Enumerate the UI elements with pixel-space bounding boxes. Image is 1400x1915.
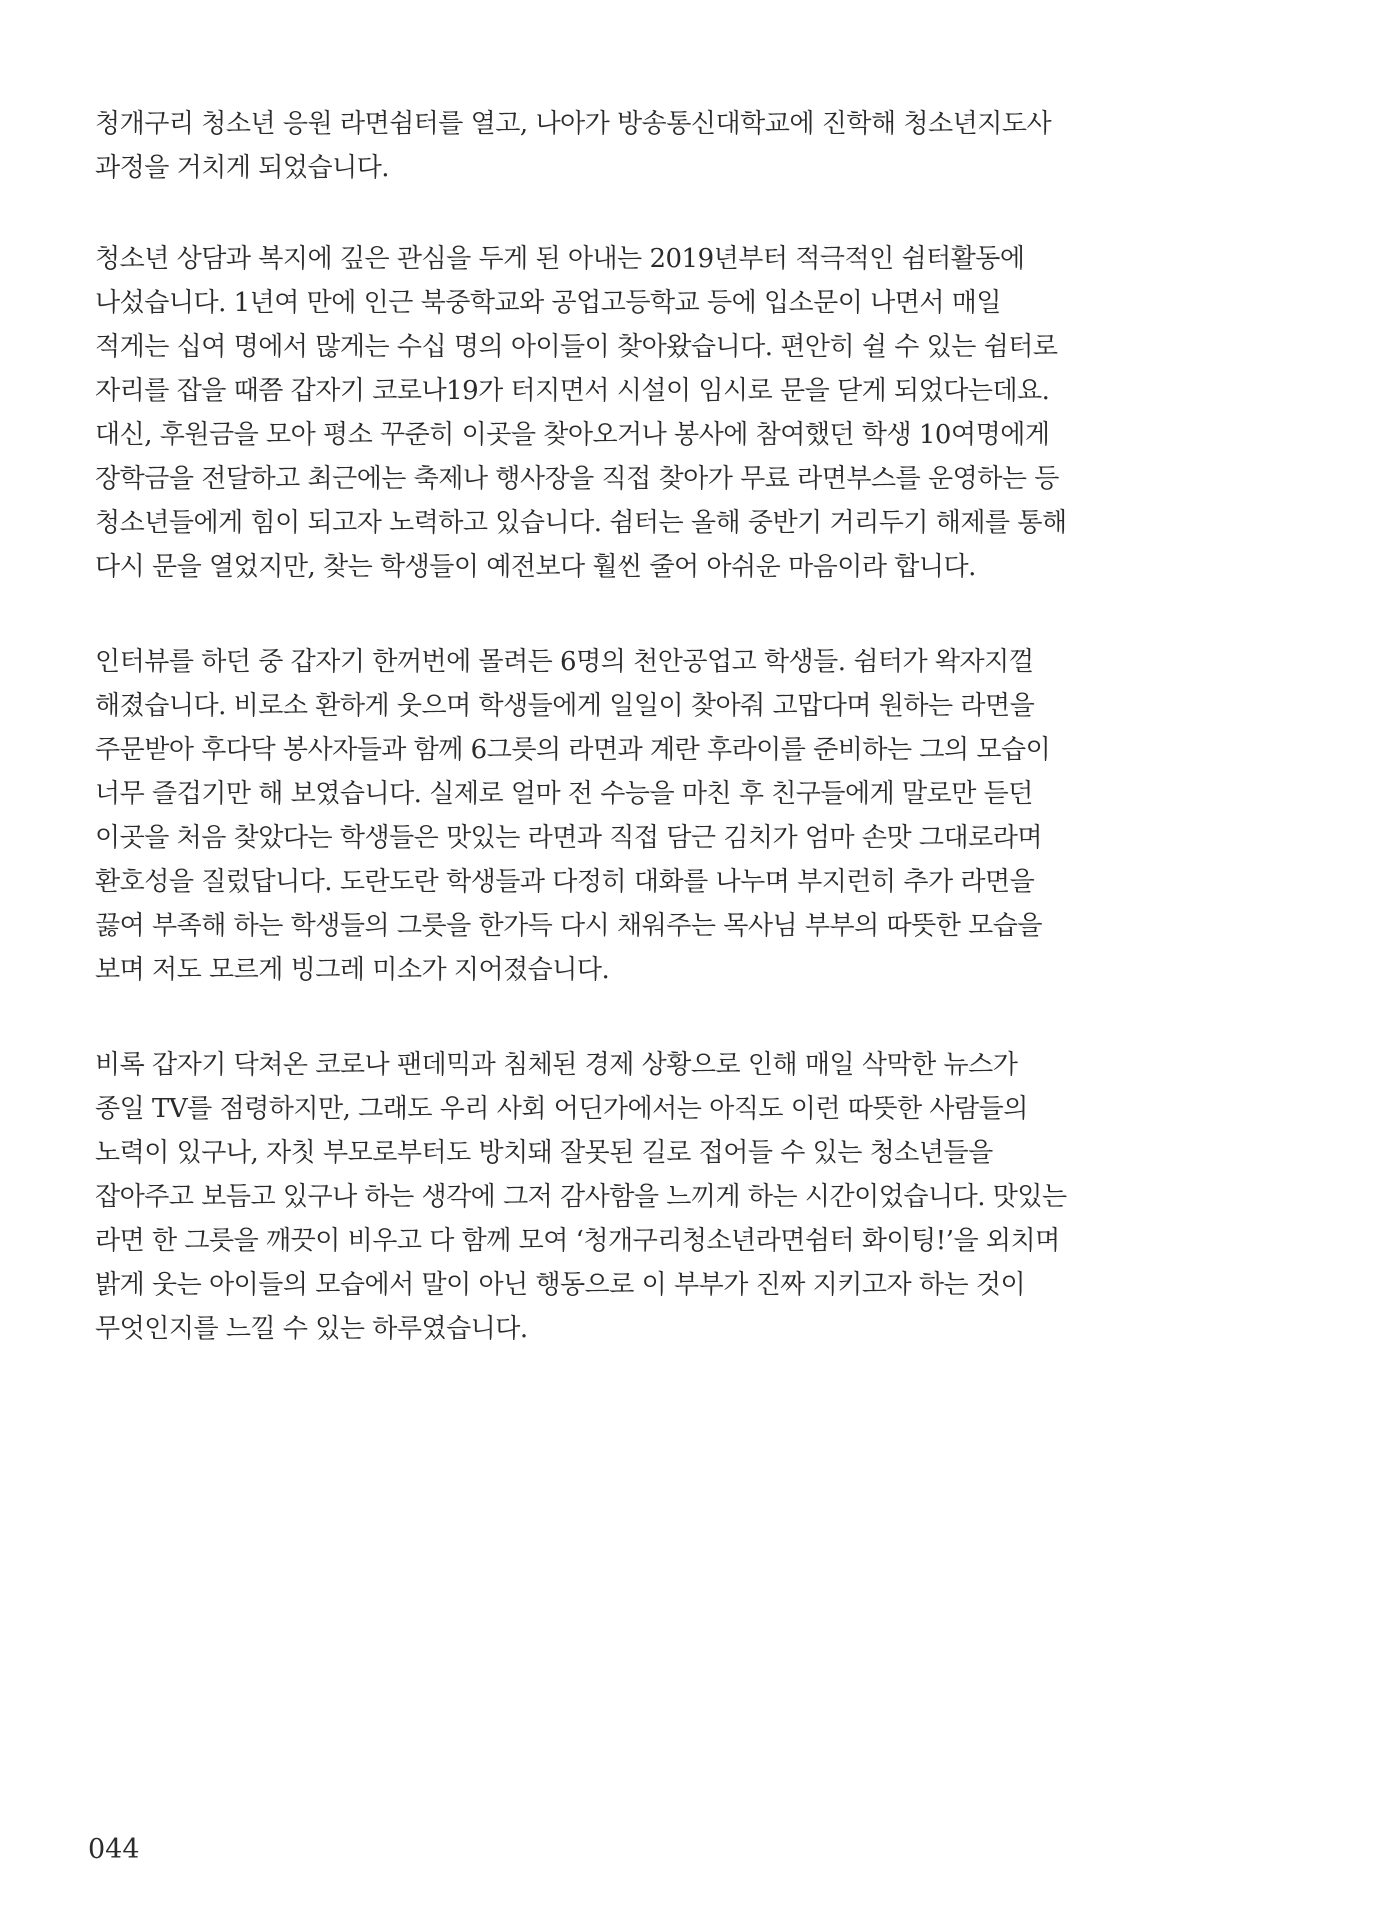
- text-line: 이곳을 처음 찾았다는 학생들은 맛있는 라면과 직접 담근 김치가 엄마 손맛 그대로라며: [95, 823, 1042, 853]
- text-line: 나섰습니다. 1년여 만에 인근 북중학교와 공업고등학교 등에 입소문이 나면서 매일: [95, 288, 1002, 318]
- text-line: 인터뷰를 하던 중 갑자기 한꺼번에 몰려든 6명의 천안공업고 학생들. 쉼터가 왁자지껄: [95, 647, 1034, 677]
- text-line: 종일 TV를 점령하지만, 그래도 우리 사회 어딘가에서는 아직도 이런 따뜻한 사람들의: [95, 1094, 1028, 1124]
- text-line: 보며 저도 모르게 빙그레 미소가 지어졌습니다.: [95, 955, 610, 985]
- text-line: 밝게 웃는 아이들의 모습에서 말이 아닌 행동으로 이 부부가 진짜 지키고자 하는 것이: [95, 1270, 1026, 1300]
- text-line: 대신, 후원금을 모아 평소 꾸준히 이곳을 찾아오거나 봉사에 참여했던 학생 10여명에게: [95, 420, 1050, 450]
- paragraph-4: [95, 1043, 1105, 1351]
- text-line: 청개구리 청소년 응원 라면쉼터를 열고, 나아가 방송통신대학교에 진학해 청소년지도사: [95, 109, 1052, 139]
- paragraph-3: [95, 640, 1105, 992]
- text-line: 비록 갑자기 닥쳐온 코로나 팬데믹과 침체된 경제 상황으로 인해 매일 삭막한 뉴스가: [95, 1050, 1018, 1080]
- page-number: 044: [88, 1834, 140, 1865]
- text-line: 장학금을 전달하고 최근에는 축제나 행사장을 직접 찾아가 무료 라면부스를 운영하는 등: [95, 464, 1059, 494]
- text-line: 자리를 잡을 때쯤 갑자기 코로나19가 터지면서 시설이 임시로 문을 닫게 되었다는데요.: [95, 376, 1050, 406]
- text-line: 해졌습니다. 비로소 환하게 웃으며 학생들에게 일일이 찾아줘 고맙다며 원하는 라면을: [95, 691, 1035, 721]
- text-line: 과정을 거치게 되었습니다.: [95, 153, 390, 183]
- text-line: 청소년 상담과 복지에 깊은 관심을 두게 된 아내는 2019년부터 적극적인 쉼터활동에: [95, 244, 1025, 274]
- text-line: 환호성을 질렀답니다. 도란도란 학생들과 다정히 대화를 나누며 부지런히 추가 라면을: [95, 867, 1035, 897]
- text-line: 적게는 십여 명에서 많게는 수십 명의 아이들이 찾아왔습니다. 편안히 쉴 수 있는 쉼터로: [95, 332, 1058, 362]
- paragraph-1: [95, 102, 1105, 190]
- paragraph-2: [95, 237, 1105, 589]
- text-line: 라면 한 그릇을 깨끗이 비우고 다 함께 모여 ‘청개구리청소년라면쉼터 화이팅!’을 외치며: [95, 1226, 1060, 1256]
- text-line: 청소년들에게 힘이 되고자 노력하고 있습니다. 쉼터는 올해 중반기 거리두기 해제를 통해: [95, 508, 1067, 538]
- text-line: 주문받아 후다닥 봉사자들과 함께 6그릇의 라면과 계란 후라이를 준비하는 그의 모습이: [95, 735, 1051, 765]
- text-line: 끓여 부족해 하는 학생들의 그릇을 한가득 다시 채워주는 목사님 부부의 따뜻한 모습을: [95, 911, 1042, 941]
- text-line: 노력이 있구나, 자칫 부모로부터도 방치돼 잘못된 길로 접어들 수 있는 청소년들을: [95, 1138, 993, 1168]
- text-line: 무엇인지를 느낄 수 있는 하루였습니다.: [95, 1314, 528, 1344]
- text-line: 다시 문을 열었지만, 찾는 학생들이 예전보다 훨씬 줄어 아쉬운 마음이라 합니다.: [95, 552, 976, 582]
- text-line: 너무 즐겁기만 해 보였습니다. 실제로 얼마 전 수능을 마친 후 친구들에게 말로만 듣던: [95, 779, 1033, 809]
- text-line: 잡아주고 보듬고 있구나 하는 생각에 그저 감사함을 느끼게 하는 시간이었습니다. 맛있는: [95, 1182, 1067, 1212]
